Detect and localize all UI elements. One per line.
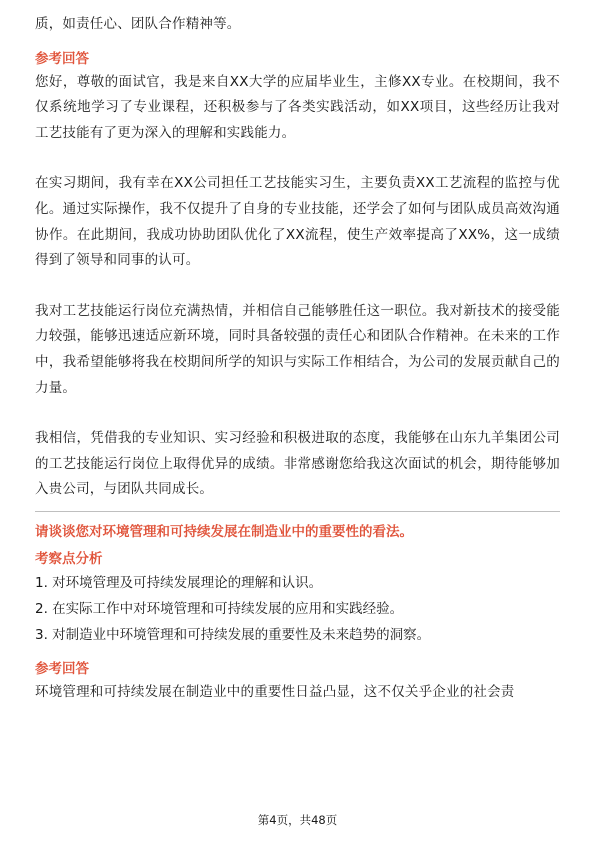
- answer-paragraph: 在实习期间，我有幸在XX公司担任工艺技能实习生，主要负责XX工艺流程的监控与优化。通过实际操作，我不仅提升了自身的专业技能，还学会了如何与团队成员高效沟通协作。在此期间，我成功协助团队优化了XX流程，使生产效率提高了XX%，这一成绩得到了领导和同事的认可。: [35, 175, 560, 269]
- answer-paragraph: 环境管理和可持续发展在制造业中的重要性日益凸显，这不仅关乎企业的社会责: [35, 683, 515, 700]
- intro-tail-text: 质，如责任心、团队合作精神等。: [35, 16, 241, 32]
- answer-paragraph: 我对工艺技能运行岗位充满热情，并相信自己能够胜任这一职位。我对新技术的接受能力较强，能够迅速适应新环境，同时具备较强的责任心和团队合作精神。在未来的工作中，我希望能够将我在校期间所学的知识与实际工作相结合，为公司的发展贡献自己的力量。: [35, 302, 560, 396]
- question-title: 请谈谈您对环境管理和可持续发展在制造业中的重要性的看法。: [35, 523, 413, 540]
- analysis-label: 考察点分析: [35, 550, 103, 567]
- document-page: [35, 12, 560, 706]
- answer-paragraph: 我相信，凭借我的专业知识、实习经验和积极进取的态度，我能够在山东九羊集团公司的工艺技能运行岗位上取得优异的成绩。非常感谢您给我这次面试的机会，期待能够加入贵公司，与团队共同成长。: [35, 430, 560, 498]
- section-divider: [35, 511, 560, 512]
- reference-answer-label: 参考回答: [35, 660, 89, 677]
- answer-paragraph: 您好，尊敬的面试官，我是来自XX大学的应届毕业生，主修XX专业。在校期间，我不仅系统地学习了专业课程，还积极参与了各类实践活动，如XX项目，这些经历让我对工艺技能有了更为深入的理解和实践能力。: [35, 73, 560, 141]
- reference-answer-label: 参考回答: [35, 50, 89, 67]
- analysis-point: 2. 在实际工作中对环境管理和可持续发展的应用和实践经验。: [35, 600, 404, 617]
- page-number: 第4页，共48页: [257, 813, 338, 827]
- analysis-point: 1. 对环境管理及可持续发展理论的理解和认识。: [35, 574, 323, 591]
- analysis-point: 3. 对制造业中环境管理和可持续发展的重要性及未来趋势的洞察。: [35, 626, 431, 643]
